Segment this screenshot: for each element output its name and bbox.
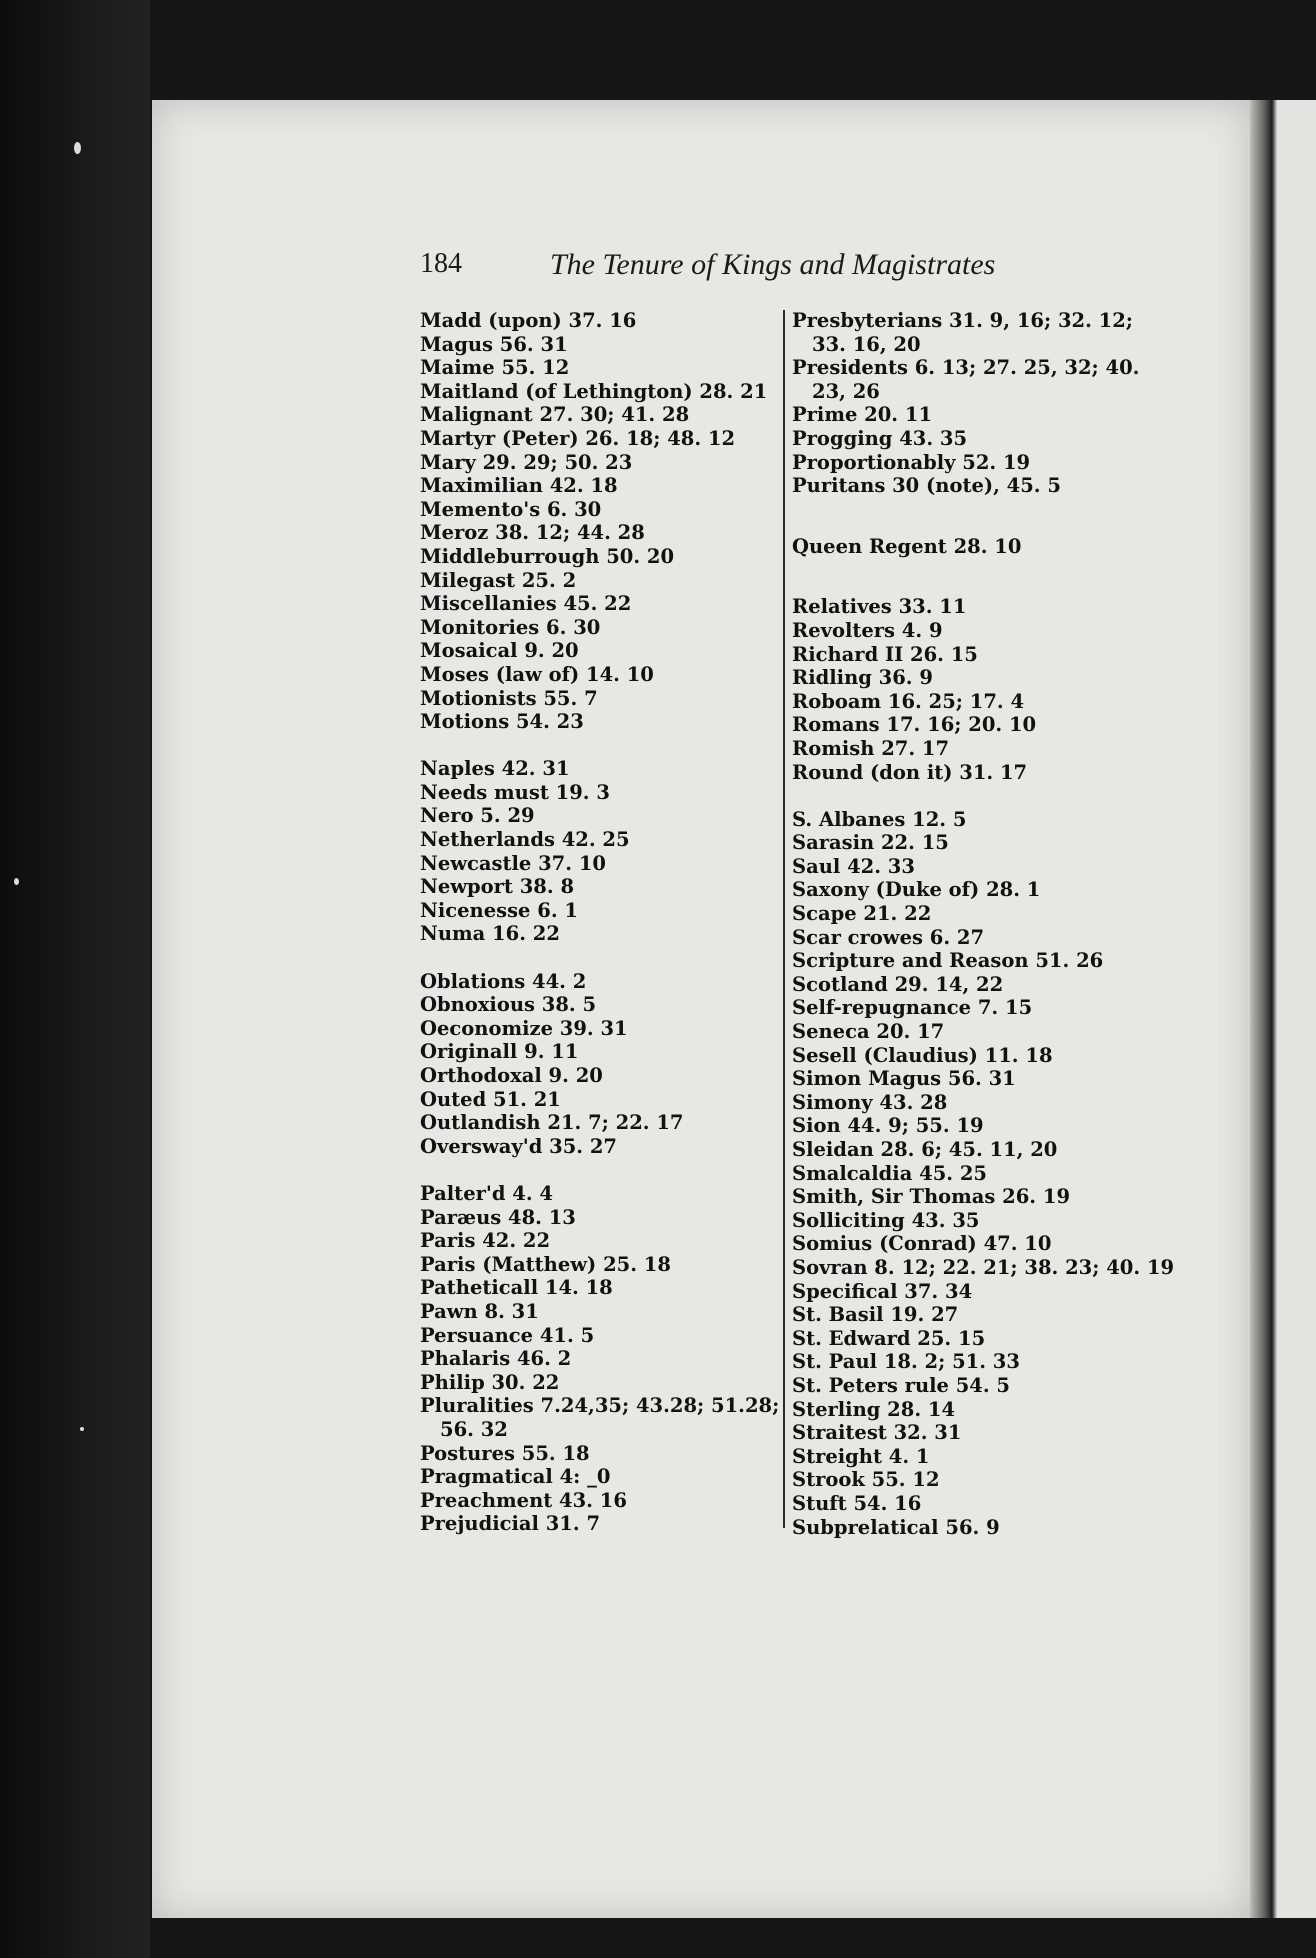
index-entry: Solliciting 43. 35 xyxy=(792,1208,980,1232)
index-entry: S. Albanes 12. 5 xyxy=(792,807,967,831)
index-entry: Memento's 6. 30 xyxy=(420,497,602,521)
scan-speck xyxy=(80,1427,84,1431)
index-entry: Revolters 4. 9 xyxy=(792,618,943,642)
index-entry: Scar crowes 6. 27 xyxy=(792,925,985,949)
index-entry: Pawn 8. 31 xyxy=(420,1299,539,1323)
index-entry: Mosaical 9. 20 xyxy=(420,639,579,663)
index-entry: Netherlands 42. 25 xyxy=(420,828,630,852)
index-entry: Sleidan 28. 6; 45. 11, 20 xyxy=(792,1138,1058,1161)
letter-group-gap xyxy=(420,1158,780,1182)
index-entry: Philip 30. 22 xyxy=(420,1370,560,1394)
letter-group-gap xyxy=(420,946,780,970)
index-entry: Outlandish 21. 7; 22. 17 xyxy=(420,1111,684,1135)
index-entry: Paris 42. 22 xyxy=(420,1229,551,1253)
index-entry: Naples 42. 31 xyxy=(420,757,570,781)
index-entry: Persuance 41. 5 xyxy=(420,1323,595,1347)
index-entry: Somius (Conrad) 47. 10 xyxy=(792,1232,1052,1256)
index-entry: Stuft 54. 16 xyxy=(792,1491,922,1515)
index-entry: Nero 5. 29 xyxy=(420,804,535,828)
index-entry: Middleburrough 50. 20 xyxy=(420,544,675,568)
index-entry: Oeconomize 39. 31 xyxy=(420,1016,628,1040)
index-entry: Motions 54. 23 xyxy=(420,710,584,734)
index-entry: Sovran 8. 12; 22. 21; 38. 23; 40. 19 xyxy=(792,1255,1175,1279)
index-entry: Saxony (Duke of) 28. 1 xyxy=(792,878,1041,902)
index-entry: Romans 17. 16; 20. 10 xyxy=(792,713,1037,737)
index-column-left xyxy=(420,309,780,1536)
index-entry: Self-repugnance 7. 15 xyxy=(792,996,1033,1020)
index-entry: Preachment 43. 16 xyxy=(420,1488,627,1512)
index-entry: Paris (Matthew) 25. 18 xyxy=(420,1252,671,1276)
scan-speck xyxy=(74,142,81,154)
index-entry: Paræus 48. 13 xyxy=(420,1205,576,1229)
index-entry: Orthodoxal 9. 20 xyxy=(420,1064,603,1087)
index-entry: Mary 29. 29; 50. 23 xyxy=(420,450,633,474)
index-entry: Pragmatical 4: _0 xyxy=(420,1465,611,1489)
index-entry: Subprelatical 56. 9 xyxy=(792,1515,1000,1539)
index-entry: Moses (law of) 14. 10 xyxy=(420,662,654,686)
index-entry: Richard II 26. 15 xyxy=(792,642,978,666)
index-entry: Monitories 6. 30 xyxy=(420,615,601,639)
index-entry: Sarasin 22. 15 xyxy=(792,831,949,855)
index-entry: St. Basil 19. 27 xyxy=(792,1303,959,1327)
index-entry: Roboam 16. 25; 17. 4 xyxy=(792,689,1025,713)
index-entry: Simony 43. 28 xyxy=(792,1090,948,1114)
index-entry: Oblations 44. 2 xyxy=(420,969,587,993)
index-entry: Saul 42. 33 xyxy=(792,854,915,878)
index-entry: Martyr (Peter) 26. 18; 48. 12 xyxy=(420,426,736,450)
index-entry: Scotland 29. 14, 22 xyxy=(792,972,1004,996)
index-entry: Smith, Sir Thomas 26. 19 xyxy=(792,1185,1071,1209)
index-entry: Scape 21. 22 xyxy=(792,902,932,926)
index-entry: Scripture and Reason 51. 26 xyxy=(792,949,1104,973)
index-entry: Meroz 38. 12; 44. 28 xyxy=(420,521,645,545)
page-header xyxy=(420,248,1040,288)
index-entry: Malignant 27. 30; 41. 28 xyxy=(420,403,690,427)
index-entry: Newcastle 37. 10 xyxy=(420,851,606,875)
index-entry: Madd (upon) 37. 16 xyxy=(420,309,637,332)
index-entry: Numa 16. 22 xyxy=(420,922,560,946)
index-entry: Oversway'd 35. 27 xyxy=(420,1134,617,1158)
adjacent-page-edge xyxy=(1272,100,1316,1918)
index-entry: Originall 9. 11 xyxy=(420,1040,579,1064)
page-number: 184 xyxy=(420,248,462,279)
index-entry: Newport 38. 8 xyxy=(420,875,575,899)
index-entry: Prejudicial 31. 7 xyxy=(420,1512,601,1536)
index-entry: Prime 20. 11 xyxy=(792,403,933,427)
letter-group-gap xyxy=(420,734,780,758)
page-gutter-shadow xyxy=(1250,100,1272,1918)
index-entry-continuation: 23, 26 xyxy=(812,379,880,403)
index-entry: St. Peters rule 54. 5 xyxy=(792,1373,1011,1397)
index-entry: Simon Magus 56. 31 xyxy=(792,1067,1016,1091)
index-entry: St. Edward 25. 15 xyxy=(792,1326,986,1350)
index-entry: Sterling 28. 14 xyxy=(792,1397,956,1421)
index-entry: Nicenesse 6. 1 xyxy=(420,898,578,922)
index-entry: Straitest 32. 31 xyxy=(792,1421,962,1445)
index-entry: Palter'd 4. 4 xyxy=(420,1181,553,1205)
index-entry: Strook 55. 12 xyxy=(792,1468,940,1492)
index-entry: Maime 55. 12 xyxy=(420,356,570,380)
column-divider xyxy=(783,310,785,1528)
index-entry-continuation: 56. 32 xyxy=(440,1417,508,1441)
index-entry: Phalaris 46. 2 xyxy=(420,1347,572,1371)
index-entry: Round (don it) 31. 17 xyxy=(792,760,1028,784)
index-entry: Proportionably 52. 19 xyxy=(792,450,1031,474)
index-column-right xyxy=(792,309,1175,1539)
index-entry: Pluralities 7.24,35; 43.28; 51.28; xyxy=(420,1394,780,1418)
index-entry: Postures 55. 18 xyxy=(420,1441,590,1465)
index-entry: Relatives 33. 11 xyxy=(792,595,967,619)
scan-background-left xyxy=(0,0,150,1958)
index-entry: Maitland (of Lethington) 28. 21 xyxy=(420,379,768,403)
index-entry: Smalcaldia 45. 25 xyxy=(792,1161,987,1185)
index-entry: Milegast 25. 2 xyxy=(420,568,577,592)
index-entry: Outed 51. 21 xyxy=(420,1087,561,1111)
index-entry: Motionists 55. 7 xyxy=(420,686,598,710)
letter-group-gap xyxy=(792,558,1162,595)
scan-speck xyxy=(14,878,19,885)
index-entry: Romish 27. 17 xyxy=(792,736,950,760)
index-entry: St. Paul 18. 2; 51. 33 xyxy=(792,1350,1020,1374)
index-entry: Needs must 19. 3 xyxy=(420,780,610,804)
index-entry: Queen Regent 28. 10 xyxy=(792,534,1022,558)
index-entry: Patheticall 14. 18 xyxy=(420,1276,613,1300)
index-entry: Presbyterians 31. 9, 16; 32. 12; xyxy=(792,309,1133,332)
index-entry: Puritans 30 (note), 45. 5 xyxy=(792,474,1061,498)
index-entry: Streight 4. 1 xyxy=(792,1444,930,1468)
index-entry: Presidents 6. 13; 27. 25, 32; 40. xyxy=(792,356,1140,380)
index-entry: Miscellanies 45. 22 xyxy=(420,592,632,616)
index-entry: Magus 56. 31 xyxy=(420,332,568,356)
letter-group-gap xyxy=(792,498,1162,535)
letter-group-gap xyxy=(792,784,1162,808)
index-entry: Seneca 20. 17 xyxy=(792,1020,945,1044)
index-entry: Obnoxious 38. 5 xyxy=(420,993,597,1017)
index-entry-continuation: 33. 16, 20 xyxy=(812,332,921,356)
running-title: The Tenure of Kings and Magistrates xyxy=(550,248,996,281)
index-entry: Maximilian 42. 18 xyxy=(420,474,618,498)
index-entry: Sesell (Claudius) 11. 18 xyxy=(792,1043,1053,1067)
index-entry: Specifical 37. 34 xyxy=(792,1279,973,1303)
index-entry: Sion 44. 9; 55. 19 xyxy=(792,1114,984,1138)
index-entry: Progging 43. 35 xyxy=(792,426,968,450)
index-entry: Ridling 36. 9 xyxy=(792,666,933,690)
